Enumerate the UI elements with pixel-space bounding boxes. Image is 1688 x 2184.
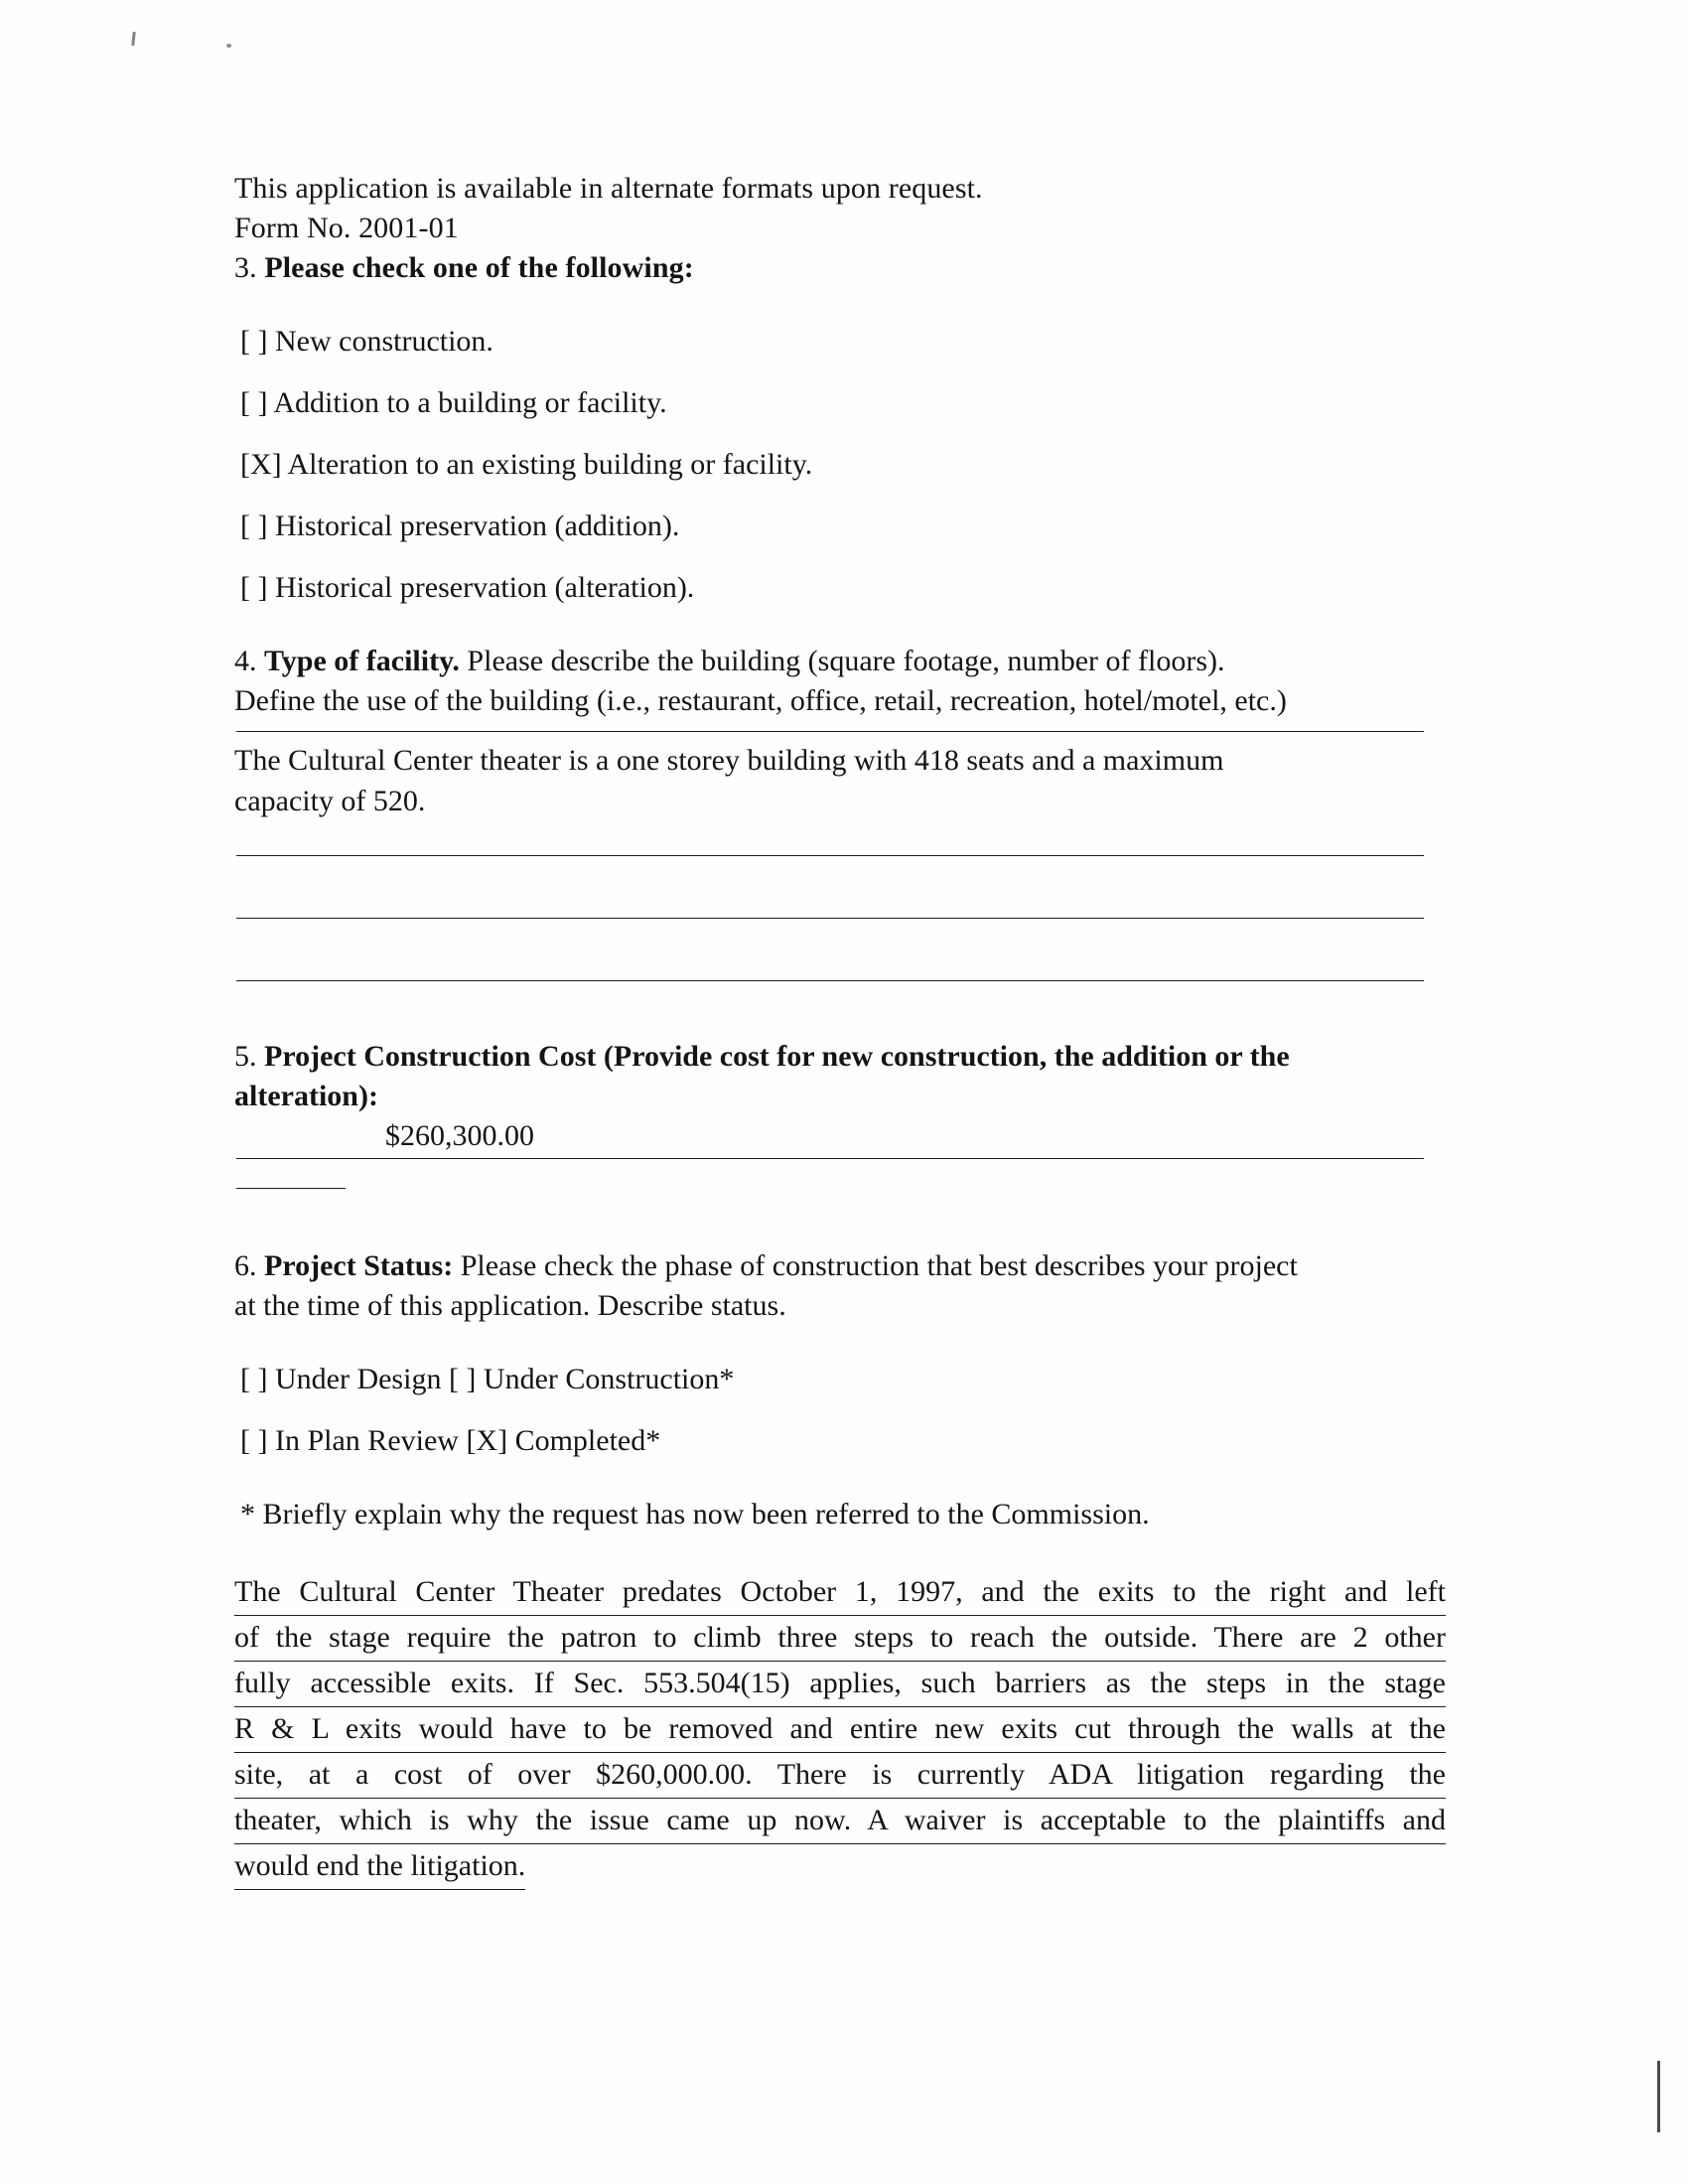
question-4-number: 4.	[234, 645, 257, 677]
question-6-prompt-line-1: Please check the phase of construction that best describes your project	[460, 1249, 1298, 1282]
question-6-heading	[234, 1246, 1446, 1286]
question-3-title: Please check one of the following:	[264, 251, 694, 284]
construction-cost-field[interactable]	[234, 1116, 1446, 1162]
explanation-line: The Cultural Center Theater predates October 1, 1997, and the exits to the right and left	[234, 1570, 1446, 1616]
question-5-heading	[234, 1037, 1446, 1077]
question-5-title-line-1: Project Construction Cost (Provide cost for new construction, the addition or the	[264, 1040, 1290, 1073]
question-4-prompt-line-1: Please describe the building (square footage, number of floors).	[467, 645, 1225, 677]
document-body	[234, 169, 1446, 1890]
question-4-prompt-line-2: Define the use of the building (i.e., restaurant, office, retail, recreation, hotel/motel, etc.)	[234, 684, 1287, 717]
scan-edge-mark	[1657, 2061, 1660, 2132]
construction-cost-underline	[236, 1158, 1424, 1159]
header-note: This application is available in alternate formats upon request.	[234, 172, 983, 205]
checkbox-option-plan-review-completed[interactable]: [ ] In Plan Review [X] Completed*	[240, 1424, 661, 1457]
scan-artifact-dot	[226, 44, 231, 48]
checkbox-option-historical-alteration[interactable]: [ ] Historical preservation (alteration).	[240, 571, 695, 604]
question-4-title: Type of facility.	[264, 645, 460, 677]
checkbox-option-alteration[interactable]: [X] Alteration to an existing building or facility.	[240, 448, 813, 481]
question-4-heading	[234, 642, 1446, 681]
checkbox-option-addition[interactable]: [ ] Addition to a building or facility.	[240, 386, 667, 419]
question-6-prompt-line-2: at the time of this application. Describe status.	[234, 1289, 786, 1322]
explanation-line: theater, which is why the issue came up now. A waiver is acceptable to the plaintiffs and	[234, 1799, 1446, 1844]
form-number: Form No. 2001-01	[234, 212, 459, 244]
explanation-line: would end the litigation.	[234, 1844, 525, 1890]
question-5-title-line-2: alteration):	[234, 1080, 378, 1112]
checkbox-option-historical-addition[interactable]: [ ] Historical preservation (addition).	[240, 510, 680, 542]
explanation-line: fully accessible exits. If Sec. 553.504(15) applies, such barriers as the steps in the stage	[234, 1662, 1446, 1707]
scan-artifact-mark	[131, 32, 135, 46]
explanation-line: site, at a cost of over $260,000.00. There is currently ADA litigation regarding the	[234, 1753, 1446, 1799]
question-4-answer-line-2: capacity of 520.	[234, 785, 426, 817]
question-4-answer-line-1: The Cultural Center theater is a one storey building with 418 seats and a maximum	[234, 744, 1224, 777]
question-3-heading	[234, 248, 1446, 288]
checkbox-option-under-design-construction[interactable]: [ ] Under Design [ ] Under Construction*	[240, 1363, 735, 1395]
question-3-number: 3.	[234, 251, 257, 284]
construction-cost-value: $260,300.00	[385, 1119, 534, 1152]
explanation-block[interactable]	[234, 1570, 1446, 1890]
question-6-number: 6.	[234, 1249, 257, 1282]
explanation-line: R & L exits would have to be removed and entire new exits cut through the walls at the	[234, 1707, 1446, 1753]
question-6-title: Project Status:	[264, 1249, 454, 1282]
question-5-number: 5.	[234, 1040, 257, 1073]
question-6-footnote: * Briefly explain why the request has now been referred to the Commission.	[240, 1498, 1150, 1530]
checkbox-option-new-construction[interactable]: [ ] New construction.	[240, 325, 493, 358]
explanation-line: of the stage require the patron to climb three steps to reach the outside. There are 2 other	[234, 1616, 1446, 1662]
